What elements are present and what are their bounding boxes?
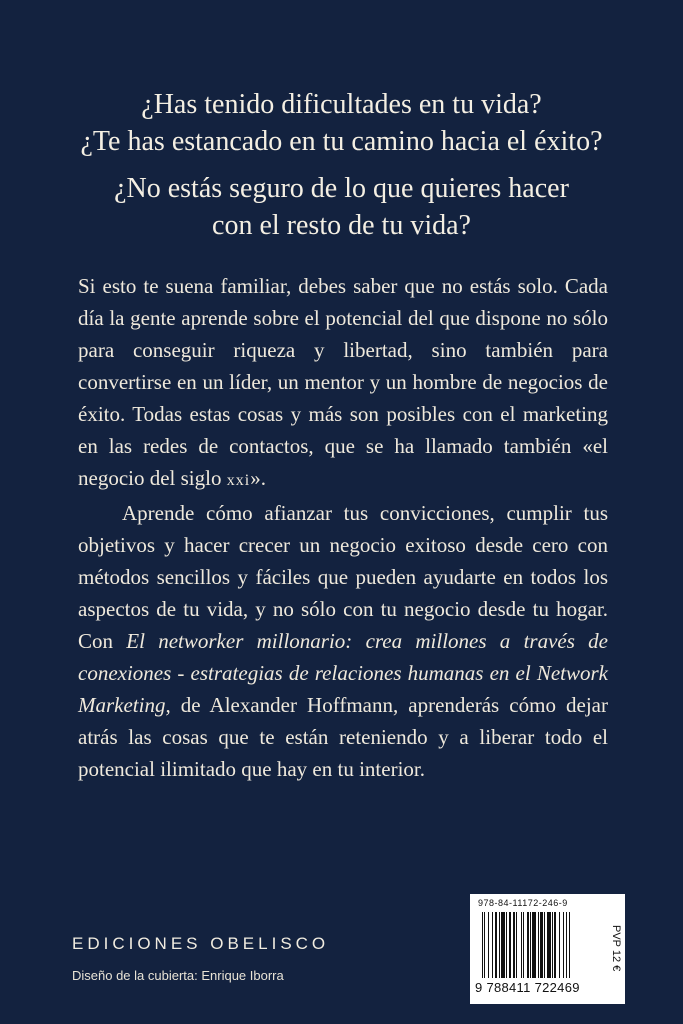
barcode-bars	[482, 912, 600, 978]
ean-number: 9 788411 722469	[475, 980, 580, 995]
question-3-line-2: con el resto de tu vida?	[212, 210, 471, 241]
century-numeral: xxi	[226, 472, 251, 489]
blurb-p1-text: Si esto te suena familiar, debes saber que no estás solo. Cada día la gente aprende sobre el potencial del que dispone no sólo para conseguir riqueza y libertad, sino también para convertirse en un líder, un mentor y un hombre de negocios de éxito. Todas estas cosas y más son posibles con el marketing en las redes de contactos, que se ha llamado también «el negocio del siglo	[78, 274, 608, 490]
blurb-p1-end: ».	[250, 466, 266, 490]
blurb-p2-start: Aprende cómo afianzar tus convicciones, cumplir tus objetivos y hacer crecer un negocio exitoso desde cero con métodos sencillos y fáciles que pueden ayudarte en todos los aspectos de tu vida, y no sólo con tu negocio desde tu hogar. Con	[78, 501, 608, 653]
book-title: El networker millonario: crea millones a través de conexiones - estrategias de relaciones humanas en el Network Marketing,	[78, 629, 608, 717]
blurb-paragraph-1	[78, 270, 608, 497]
question-1: ¿Has tenido dificultades en tu vida?	[141, 89, 542, 120]
price-label: PVP 12 €	[610, 924, 622, 972]
barcode-label	[470, 894, 625, 1004]
blurb-paragraph-2	[78, 497, 608, 785]
back-cover-questions	[0, 86, 683, 244]
question-3-line-1: ¿No estás seguro de lo que quieres hacer	[114, 173, 569, 204]
publisher-name: EDICIONES OBELISCO	[72, 934, 330, 953]
blurb	[78, 270, 608, 785]
question-2: ¿Te has estancado en tu camino hacia el éxito?	[80, 126, 603, 157]
cover-design-credit: Diseño de la cubierta: Enrique Iborra	[72, 968, 284, 983]
blurb-p2-end: de Alexander Hoffmann, aprenderás cómo dejar atrás las cosas que te están reteniendo y a liberar todo el potencial ilimitado que hay en tu interior.	[78, 693, 608, 781]
isbn-number: 978-84-11172-246-9	[478, 898, 568, 908]
